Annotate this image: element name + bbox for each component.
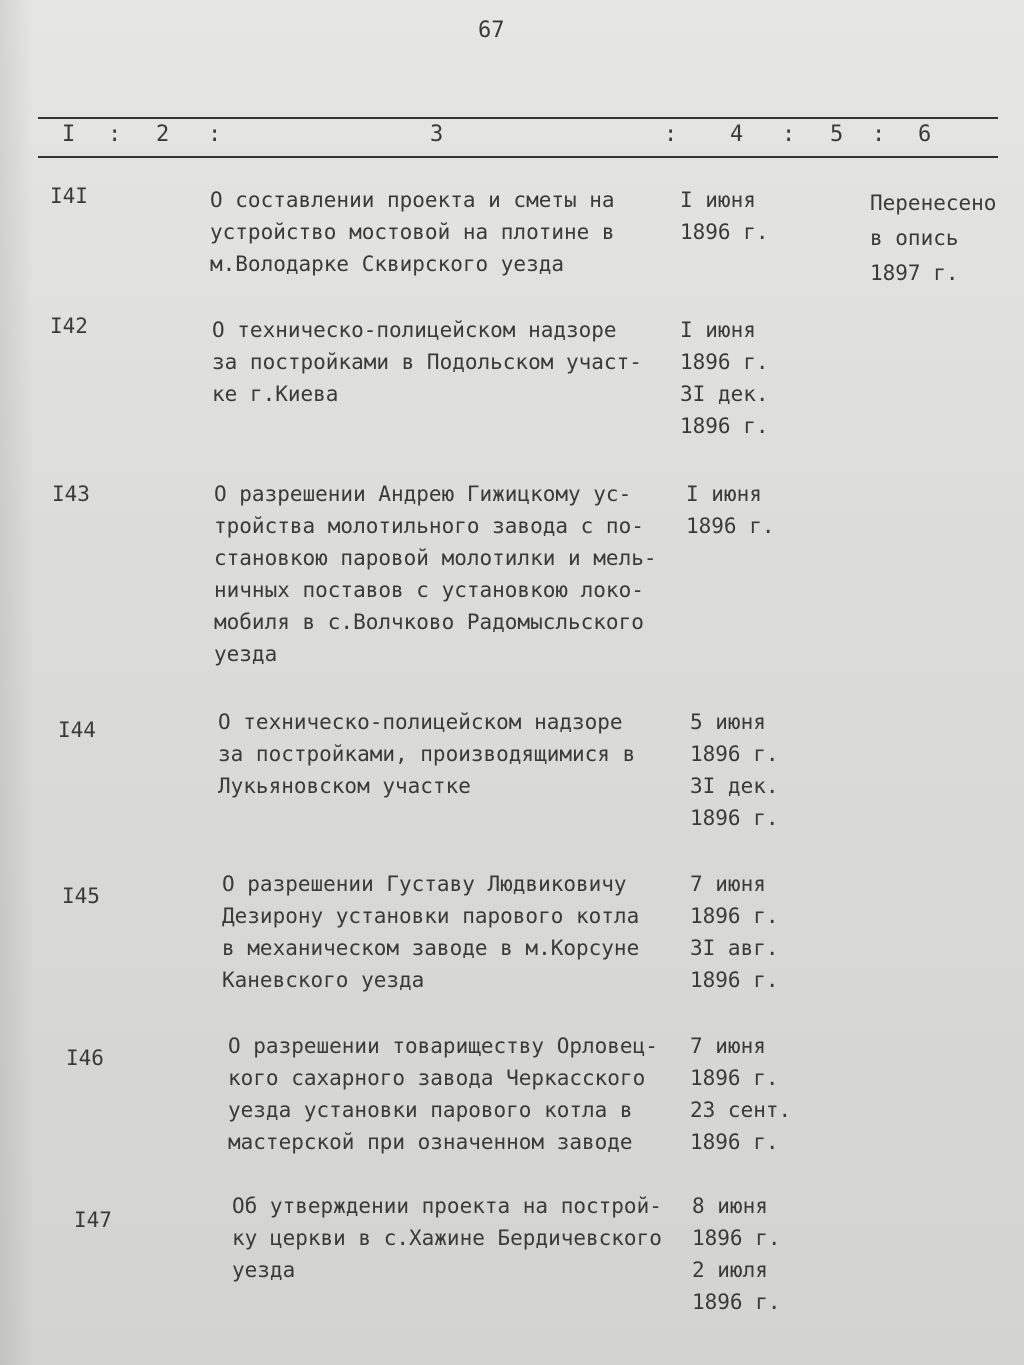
entry-description: О разрешении Густаву Людвиковичу Дезирону установки парового котла в механическом заводе в м.Корсуне Каневского уезда [222, 872, 640, 992]
entry-dates: 8 июня 1896 г. 2 июля 1896 г. [692, 1194, 781, 1314]
entry-description: О техническо-полицейском надзоре за постройками в Подольском участ- ке г.Киева [212, 318, 642, 406]
column-header-2: 2 [156, 122, 170, 147]
entry-number: I45 [62, 884, 100, 908]
entry-dates: I июня 1896 г. 3I дек. 1896 г. [680, 318, 769, 438]
column-header-4: 4 [730, 122, 744, 147]
entry-description: Об утверждении проекта на построй- ку церкви в с.Хажине Бердичевского уезда [232, 1194, 662, 1282]
column-header-5: 5 [830, 122, 844, 147]
entry-dates: I июня 1896 г. [680, 188, 769, 244]
header-top-rule [38, 117, 998, 119]
column-header-separator: : [872, 122, 886, 147]
entry-number: I44 [58, 718, 96, 742]
column-header-1: I [62, 122, 76, 147]
entry-dates: I июня 1896 г. [686, 482, 775, 538]
column-header-separator: : [664, 122, 678, 147]
header-bottom-rule [38, 156, 998, 158]
column-header-3: 3 [430, 122, 444, 147]
entry-dates: 7 июня 1896 г. 23 сент. 1896 г. [690, 1034, 792, 1154]
entry-description: О техническо-полицейском надзоре за постройками, производящимися в Лукьяновском участке [218, 710, 636, 798]
entry-dates: 7 июня 1896 г. 3I авг. 1896 г. [690, 872, 779, 992]
column-header-separator: : [108, 122, 122, 147]
entry-number: I42 [50, 314, 88, 338]
column-header-6: 6 [918, 122, 932, 147]
entry-description: О разрешении товариществу Орловец- кого сахарного завода Черкасского уезда установки парового котла в мастерской при означенном заводе [228, 1034, 658, 1154]
column-header-separator: : [782, 122, 796, 147]
entry-number: I43 [52, 482, 90, 506]
entry-dates: 5 июня 1896 г. 3I дек. 1896 г. [690, 710, 779, 830]
entry-description: О составлении проекта и сметы на устройство мостовой на плотине в м.Володарке Сквирского уезда [210, 188, 615, 276]
column-header-separator: : [208, 122, 222, 147]
entry-number: I4I [50, 184, 88, 208]
page-number: 67 [478, 18, 505, 43]
entry-note: Перенесено в опись 1897 г. [870, 191, 997, 285]
entry-number: I46 [66, 1046, 104, 1070]
entry-description: О разрешении Андрею Гижицкому ус- тройства молотильного завода с по- становкою паровой молотилки и мель- ничных поставов с установкою локо- мобиля в с.Волчково Радомысльского уезда [214, 482, 657, 666]
entry-number: I47 [74, 1208, 112, 1232]
